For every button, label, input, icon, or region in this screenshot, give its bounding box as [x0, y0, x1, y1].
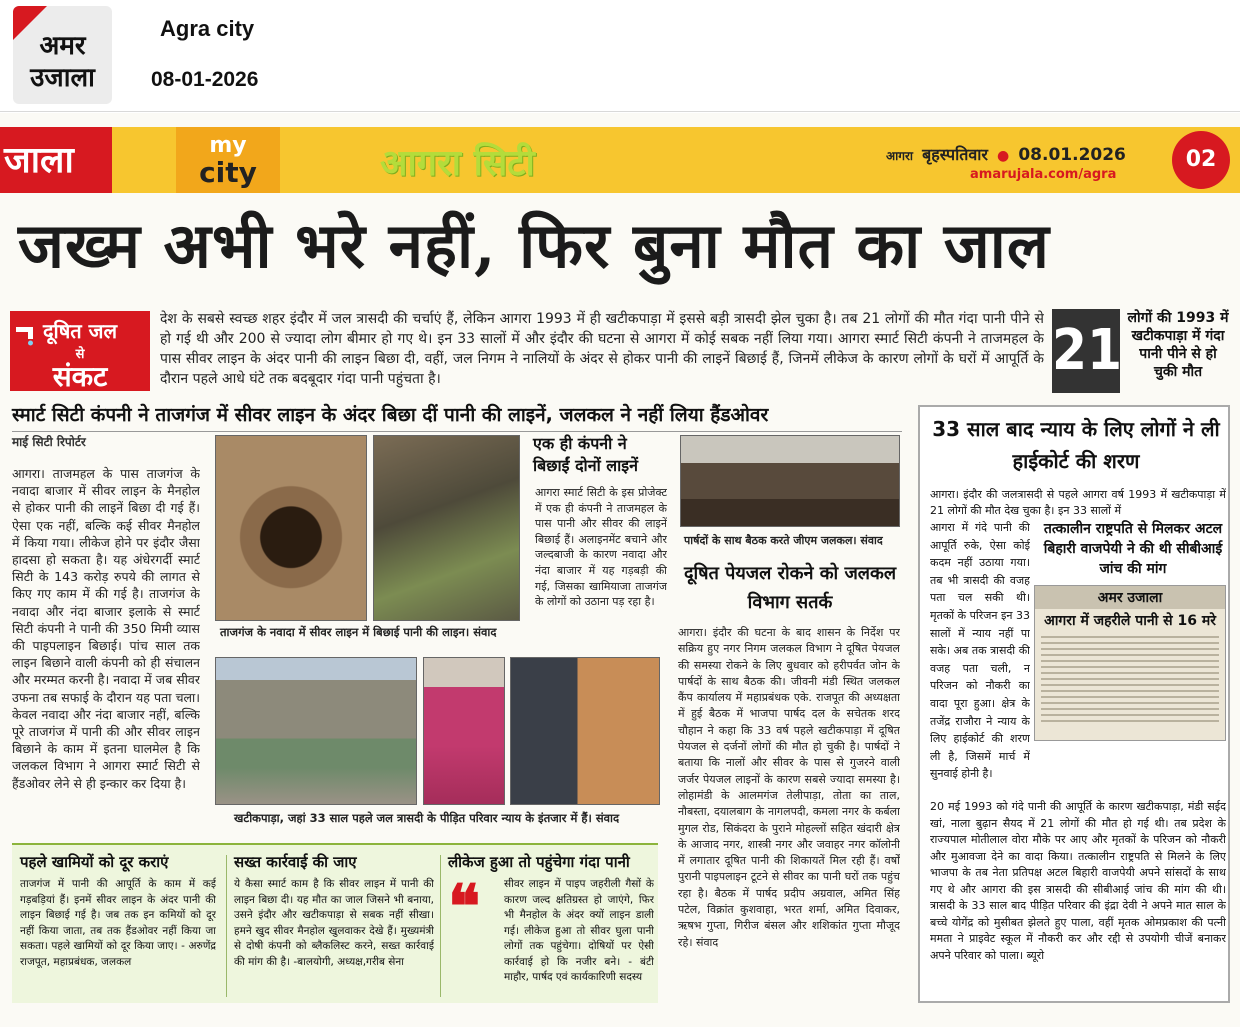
- story-byline: माई सिटी रिपोर्टर: [12, 435, 86, 449]
- opinion-strip: [12, 843, 658, 1003]
- edition-date: 08-01-2026: [151, 68, 259, 91]
- masthead-dateline: [886, 143, 1146, 182]
- victim-family-photo: [510, 657, 660, 805]
- quote-mark-icon: ❝: [448, 872, 481, 942]
- story-headline: स्मार्ट सिटी कंपनी ने ताजगंज में सीवर लाइन के अंदर बिछा दीं पानी की लाइनें, जलकल ने नहीं लिया हैंडओवर: [12, 401, 902, 432]
- intro-paragraph: देश के सबसे स्वच्छ शहर इंदौर में जल त्रासदी की चर्चाएं हैं, लेकिन आगरा 1993 में ही खटीकपाड़ा में इससे बड़ी त्रासदी झेल चुका है। तब 21 लोगों की मौत गंदा पानी पीने से हो गई थी और 200 से ज्यादा लोग बीमार हो गए थे। इन 33 सालों में और इंदौर की घटना से आगरा में कोई सबक नहीं लिया गया। आगरा स्मार्ट सिटी कंपनी ने ताजमहल के पास सीवर लाइन के अंदर पानी की लाइन बिछा दी, वहीं, जल निगम ने नालियों के अंदर से होकर पानी की लाइनें बिछाई हैं, जिनमें लीकेज के कारण लोगों के घरों में आपूर्ति के दौरान पहले आधे घंटे तक बदबूदार गंदा पानी पहुंचता है।: [160, 311, 1044, 387]
- amar-ujala-logo[interactable]: [13, 6, 112, 104]
- sidebar-body: 20 मई 1993 को गंदे पानी की आपूर्ति के कारण खटीकपाड़ा, मंडी सईद खां, नाला बुढ़ान सैयद में 21 लोगों की मौत हो गई थी। तब प्रदेश के राज्यपाल मोतीलाल वोरा मौके पर आए और मृतकों के परिजन को नौकरी और मुआवजा देने का वादा किया। तत्कालीन राष्ट्रपति से मिलने के लिए भाजपा के तब नेता प्रतिपक्ष अटल बिहारी वाजपेयी अपने सांसदों के साथ गए थे और आगरा की इस त्रासदी की सीबीआई जांच की मांग की थी। त्रासदी के 33 साल बाद पीड़ित परिवार की इंद्रा देवी ने अपने मात साल के बच्चे योगेंद्र को मुसीबत झेलते हुए पाला, वहीं मृतक ओमप्रकाश की पत्नी ममता ने प्राइवेट स्कूल में नौकरी कर और रद्दी से उपयोगी चीजें बनाकर अपने परिवार को पाला। ब्यूरो: [930, 800, 1226, 962]
- main-headline: जख्म अभी भरे नहीं, फिर बुना मौत का जाल: [18, 209, 1050, 282]
- page-masthead: [0, 127, 1240, 193]
- clipping-headline: आगरा में जहरीले पानी से 16 मरे: [1044, 613, 1216, 629]
- big-number: 21: [1052, 309, 1120, 393]
- edition-city: Agra city: [160, 16, 255, 41]
- mycity-logo: [176, 127, 280, 193]
- photo-caption-family: खटीकपाड़ा, जहां 33 साल पहले जल त्रासदी के पीड़ित परिवार न्याय के इंतजार में हैं। संवाद: [234, 811, 620, 825]
- old-newspaper-clipping: [1034, 585, 1226, 741]
- newspaper-page[interactable]: [0, 113, 1240, 1027]
- section-title: आगरा सिटी: [380, 143, 535, 184]
- masthead-logo: जाला: [0, 127, 112, 193]
- sidebar-subhead: तत्कालीन राष्ट्रपति से मिलकर अटल बिहारी वाजपेयी ने की थी सीबीआई जांच की मांग: [1043, 521, 1223, 577]
- sidebar-narrow-column: आगरा में गंदे पानी की आपूर्ति रुके, ऐसा कोई कदम नहीं उठाया गया। तब भी त्रासदी की वजह पता चल सकी थी। मृतकों के परिजन इन 33 सालों में न्याय नहीं पा सके। अब तक त्रासदी की वजह पता चली, न परिजन को नौकरी का वादा पूरा हुआ। क्षेत्र के तजेंद्र राजौरा ने न्याय के लिए हाईकोर्ट की शरण ली है, जिसमें मार्च में सुनवाई होनी है।: [930, 521, 1030, 781]
- subhead-jalkal-alert: दूषित पेयजल रोकने को जलकल विभाग सतर्क: [683, 563, 897, 613]
- photo-caption-meeting: पार्षदों के साथ बैठक करते जीएम जलकल। संवाद: [684, 534, 883, 547]
- mycity-line1: my: [209, 133, 247, 158]
- khatikpara-photo: [215, 657, 417, 805]
- logo-line2: उजाला: [30, 63, 95, 93]
- opinion-3: [448, 851, 654, 986]
- clipping-logo: अमर उजाला: [1035, 586, 1225, 609]
- photo-caption-manhole: ताजगंज के नवादा में सीवर लाइन में बिछाई पानी की लाइन। संवाद: [220, 625, 497, 639]
- water-tap-icon: [14, 321, 40, 347]
- badge-line3: संकट: [52, 360, 108, 393]
- divider: [440, 855, 441, 997]
- page-number-badge: 02: [1172, 131, 1230, 189]
- mycity-line2: city: [199, 156, 257, 189]
- story-column-3: आगरा। इंदौर की घटना के बाद शासन के निर्देश पर सक्रिय हुए नगर निगम जलकल विभाग ने दूषित पेयजल की समस्या रोकने के लिए बुधवार को हरीपर्वत जोन के पार्षदों के साथ बैठक की। जीवनी मंडी स्थित जलकल कैंप कार्यालय में महाप्रबंधक एके. राजपूत की अध्यक्षता में हुई बैठक में भाजपा पार्षद दल के सचेतक शरद चौहान ने कहा कि 33 वर्ष पहले खटीकपाड़ा में दूषित पेयजल से दर्जनों लोगों की मौत हो चुकी है। पार्षदों ने बताया कि नालों और सीवर के पास से गुजरने वाली जर्जर पेयजल लाइनों के कारण सबसे ज्यादा समस्या है। लोहामंडी के आलमगंज तेलीपाड़ा, तोता का ताल, नौबस्ता, दयालबाग के नागलपदी, कमला नगर के कर्बला मुगल रोड, सिकंदरा के पुराने मोहल्लों सहित खंदारी क्षेत्र के आजाद नगर, शास्त्री नगर और जवाहर नगर कॉलोनी में लगातार दूषित पानी की शिकायतें मिल रही हैं। वर्षों पुरानी पाइपलाइन टूटने से सीवर का पानी घरों तक पहुंच रहा है। बैठक में पार्षद प्रदीप अग्रवाल, अमित सिंह पटेल, विक्रांत कुशवाहा, भरत शर्मा, अमित दिवाकर, ऋषभ गुप्ता, गिरीज बंसल और शशिकांत गुप्ता मौजूद रहे। संवाद: [678, 626, 900, 949]
- app-header: [0, 0, 1240, 112]
- story-column-1: आगरा। ताजमहल के पास ताजगंज के नवादा बाजार में सीवर लाइन के मैनहोल से होकर पानी की लाइनें बिछा दी गई हैं। ऐसा एक नहीं, बल्कि कई सीवर मैनहोल में किया गया। लीकेज होने पर इंदौर जैसा हादसा हो सकता है। यह अंधेरगर्दी स्मार्ट सिटी के 143 करोड़ रुपये की लागत से किए गए काम में की गई है। ताजगंज के नवादा और नंदा बाजार इलाके से स्मार्ट सिटी कंपनी ने पानी की 350 मिमी व्यास की पाइपलाइन बिछाई। पांच साल तक लाइन बिछाने वाली कंपनी को ही संचालन और मरम्मत करनी है। नवादा में जब सीवर उफना तब सफाई के दौरान यह पता चला। केवल नवादा और नंदा बाजार नहीं, बल्कि पूरे ताजगंज में पानी की और सीवर लाइन बिछाने के काम में इतना घालमेल है कि जलकल विभाग ने आगरा स्मार्ट सिटी से हैंडओवर लेने से ही इन्कार कर दिया है।: [12, 466, 200, 791]
- pipes-photo: [373, 435, 520, 621]
- clipping-text-lines: [1041, 636, 1219, 726]
- masthead-place: आगरा: [886, 149, 914, 163]
- big-number-caption: लोगों की 1993 में खटीकपाड़ा में गंदा पानी पीने से हो चुकी मौत: [1127, 310, 1229, 380]
- badge-line1: दूषित जल: [42, 319, 118, 343]
- opinion-3-head: लीकेज हुआ तो पहुंचेगा गंदा पानी: [448, 853, 630, 871]
- meeting-photo: [680, 435, 900, 527]
- badge-line2: से: [75, 347, 85, 362]
- opinion-3-text: सीवर लाइन में पाइप जहरीली गैसों के कारण जल्द क्षतिग्रस्त हो जाएंगे, फिर भी मैनहोल के अंदर क्यों लाइन डाली गई। लीकेज हुआ तो सीवर घुला पानी लोगों तक पहुंचेगा। दोषियों पर ऐसी कार्रवाई हो कि नजीर बने। - बंटी माहौर, पार्षद एवं कार्यकारिणी सदस्य: [504, 878, 654, 983]
- series-badge: [10, 311, 150, 391]
- opinion-1-head: पहले खामियों को दूर कराएं: [20, 853, 169, 871]
- story-column-2: आगरा स्मार्ट सिटी के इस प्रोजेक्ट में एक ही कंपनी ने ताजमहल के पास पानी और सीवर की लाइनें बिछाई हैं। अलाइनमेंट बचाने और जल्दबाजी के कारण नवादा और नंदा बाजार में यह गड़बड़ी की गई, जिसका खामियाजा ताजगंज के लोगों को उठाना पड़ रहा है।: [535, 486, 667, 609]
- masthead-day: बृहस्पतिवार: [922, 145, 988, 164]
- opinion-2: [234, 851, 434, 970]
- victim-woman-photo: [423, 657, 505, 805]
- subhead-same-company: एक ही कंपनी ने बिछाईं दोनों लाइनें: [533, 434, 639, 475]
- sidebar-intro: आगरा। इंदौर की जलत्रासदी से पहले आगरा वर्ष 1993 में खटीकपाड़ा में 21 लोगों की मौत देख चुका है। इन 33 सालों में: [930, 488, 1226, 517]
- logo-line1: अमर: [39, 31, 86, 61]
- bullet-icon: ●: [997, 148, 1010, 164]
- highcourt-sidebar: [918, 405, 1230, 1003]
- opinion-2-head: सख्त कार्रवाई की जाए: [234, 853, 357, 871]
- masthead-url: amarujala.com/agra: [970, 167, 1117, 182]
- divider: [226, 855, 227, 997]
- opinion-1: [20, 851, 216, 970]
- sidebar-headline: 33 साल बाद न्याय के लिए लोगों ने ली हाईकोर्ट की शरण: [932, 417, 1220, 473]
- manhole-photo: [215, 435, 367, 621]
- masthead-date: 08.01.2026: [1018, 145, 1126, 165]
- opinion-1-text: ताजगंज में पानी की आपूर्ति के काम में कई गड़बड़ियां हैं। इनमें सीवर लाइन के अंदर पानी की लाइन बिछाई गई है। जब तक इन कमियों को दूर नहीं किया जाता, तब तक हैंडओवर नहीं किया जा सकता। पहले खामियों को दूर किया जाए। - अरुणेंद्र राजपूत, महाप्रबंधक, जलकल: [20, 878, 216, 968]
- opinion-2-text: ये कैसा स्मार्ट काम है कि सीवर लाइन में पानी की लाइन बिछा दी। यह मौत का जाल जिसने भी बनाया, उसने इंदौर और खटीकपाड़ा से सबक नहीं सीखा। हमने खुद सीवर मैनहोल खुलवाकर देखे हैं। मुख्यमंत्री से दोषी कंपनी को ब्लैकलिस्ट करने, सख्त कार्रवाई की मांग की है। -बालयोगी, अध्यक्ष,गरीब सेना: [234, 878, 434, 968]
